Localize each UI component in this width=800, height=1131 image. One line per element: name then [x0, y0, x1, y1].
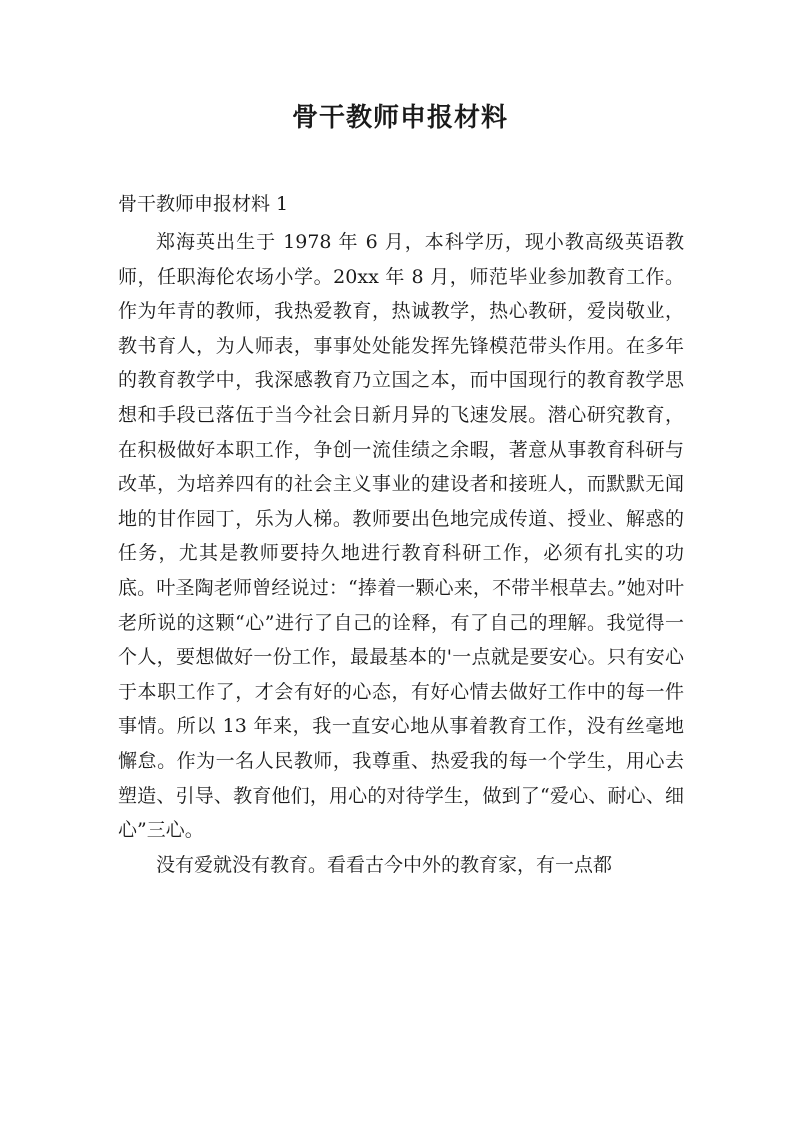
body-paragraph-1: 郑海英出生于 1978 年 6 月，本科学历，现小教高级英语教师，任职海伦农场小学。20xx 年 8 月，师范毕业参加教育工作。作为年青的教师，我热爱教育，热诚教学，热心教研，爱岗敬业，教书育人，为人师表，事事处处能发挥先锋模范带头作用。在多年的教育教学中，我深感教育乃立国之本，而中国现行的教育教学思想和手段已落伍于当今社会日新月异的飞速发展。潜心研究教育，在积极做好本职工作，争创一流佳绩之余暇，著意从事教育科研与改革，为培养四有的社会主义事业的建设者和接班人，而默默无闻地的甘作园丁，乐为人梯。教师要出色地完成传道、授业、解惑的任务，尤其是教师要持久地进行教育科研工作，必须有扎实的功底。叶圣陶老师曾经说过：“捧着一颗心来，不带半根草去。”她对叶老所说的这颗“心”进行了自己的诠释，有了自己的理解。我觉得一个人，要想做好一份工作，最最基本的'一点就是要安心。只有安心于本职工作了，才会有好的心态，有好心情去做好工作中的每一件事情。所以 13 年来，我一直安心地从事着教育工作，没有丝毫地懈怠。作为一名人民教师，我尊重、热爱我的每一个学生，用心去塑造、引导、教育他们，用心的对待学生，做到了“爱心、耐心、细心”三心。: [118, 231, 684, 842]
body-paragraph-2: 没有爱就没有教育。看看古今中外的教育家，有一点都: [156, 853, 613, 876]
section-heading: 骨干教师申报材料 1: [118, 193, 289, 215]
document-title: 骨干教师申报材料: [291, 103, 508, 133]
document-body: [118, 225, 684, 882]
